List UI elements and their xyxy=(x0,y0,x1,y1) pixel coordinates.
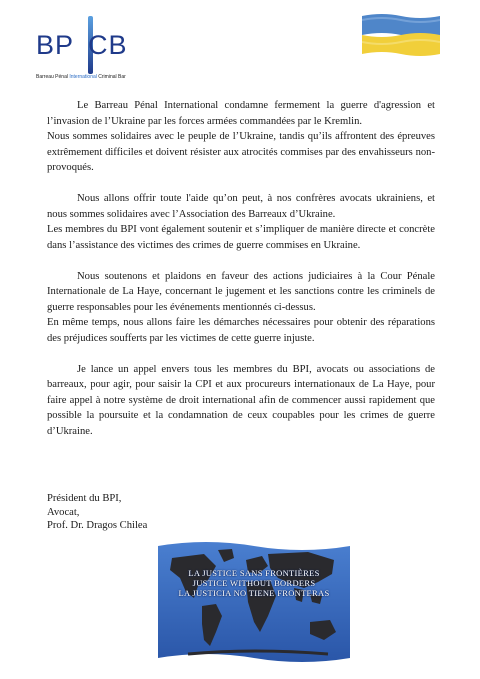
letter-body xyxy=(47,98,435,439)
logo-letters xyxy=(36,30,128,61)
letter-paragraph: Le Barreau Pénal International condamne fermement la guerre d'agression et l’invasion de l’Ukraine par les forces armées commandées par le Kremlin. xyxy=(47,100,435,127)
letter-paragraph: Nous sommes solidaires avec le peuple de l’Ukraine, tandis qu’ils affrontent des épreuves extrêmement difficiles et doivent résister aux atrocités commises par des envahisseurs non-provoqués. xyxy=(47,131,435,173)
logo-tagline-accent: International xyxy=(69,74,97,80)
justice-world-map-emblem xyxy=(158,536,350,668)
letter-paragraph: En même temps, nous allons faire les démarches nécessaires pour obtenir des réparations des préjudices soufferts par les victimes de cette guerre injuste. xyxy=(47,317,435,344)
ukraine-flag-icon xyxy=(362,12,440,58)
letter-paragraph: Je lance un appel envers tous les membres du BPI, avocats ou associations de barreaux, pour agir, pour saisir la CPI et aux procureurs internationaux de La Haye, pour faire appel à notre système de droit international afin de commencer aussi rapidement que possible la poursuite et la condamnation de ceux coupables pour les crimes de guerre d’Ukraine. xyxy=(47,363,435,437)
signature-title: Président du BPI, xyxy=(47,493,122,504)
ukraine-flag-image xyxy=(362,12,440,58)
emblem-motto-french: LA JUSTICE SANS FRONTIÈRES xyxy=(188,568,320,578)
logo-text-left: BP xyxy=(36,30,75,60)
signature-profession: Avocat, xyxy=(47,506,80,518)
logo-text-right: CB xyxy=(88,30,128,60)
emblem-motto-spanish: LA JUSTICIA NO TIENE FRONTERAS xyxy=(178,588,330,598)
letter-paragraph: Nous allons offrir toute l'aide qu’on peut, à nos confrères avocats ukrainiens, et nous sommes solidaires avec l’Association des Barreaux d’Ukraine. xyxy=(47,193,435,220)
bpi-logo xyxy=(36,14,146,84)
logo-tagline xyxy=(36,74,126,80)
letter-paragraph: Nous soutenons et plaidons en faveur des actions judiciaires à la Cour Pénale Internationale de La Haye, concernant le jugement et les sanctions contre les criminels de guerre responsables pour les événements mentionnés ci-dessus. xyxy=(47,270,435,313)
signature-name: Prof. Dr. Dragos Chilea xyxy=(47,520,148,531)
letter-paragraph: Les membres du BPI vont également soutenir et s’impliquer de manière directe et concrète dans l’assistance des victimes des crimes de guerre commises en Ukraine. xyxy=(47,224,435,251)
logo-tagline-part-1: Barreau Pénal xyxy=(36,74,68,80)
signature-block xyxy=(47,492,147,533)
logo-tagline-part-2: Criminal Bar xyxy=(98,74,126,80)
world-map-icon xyxy=(158,536,350,668)
emblem-motto-english: JUSTICE WITHOUT BORDERS xyxy=(192,578,316,588)
